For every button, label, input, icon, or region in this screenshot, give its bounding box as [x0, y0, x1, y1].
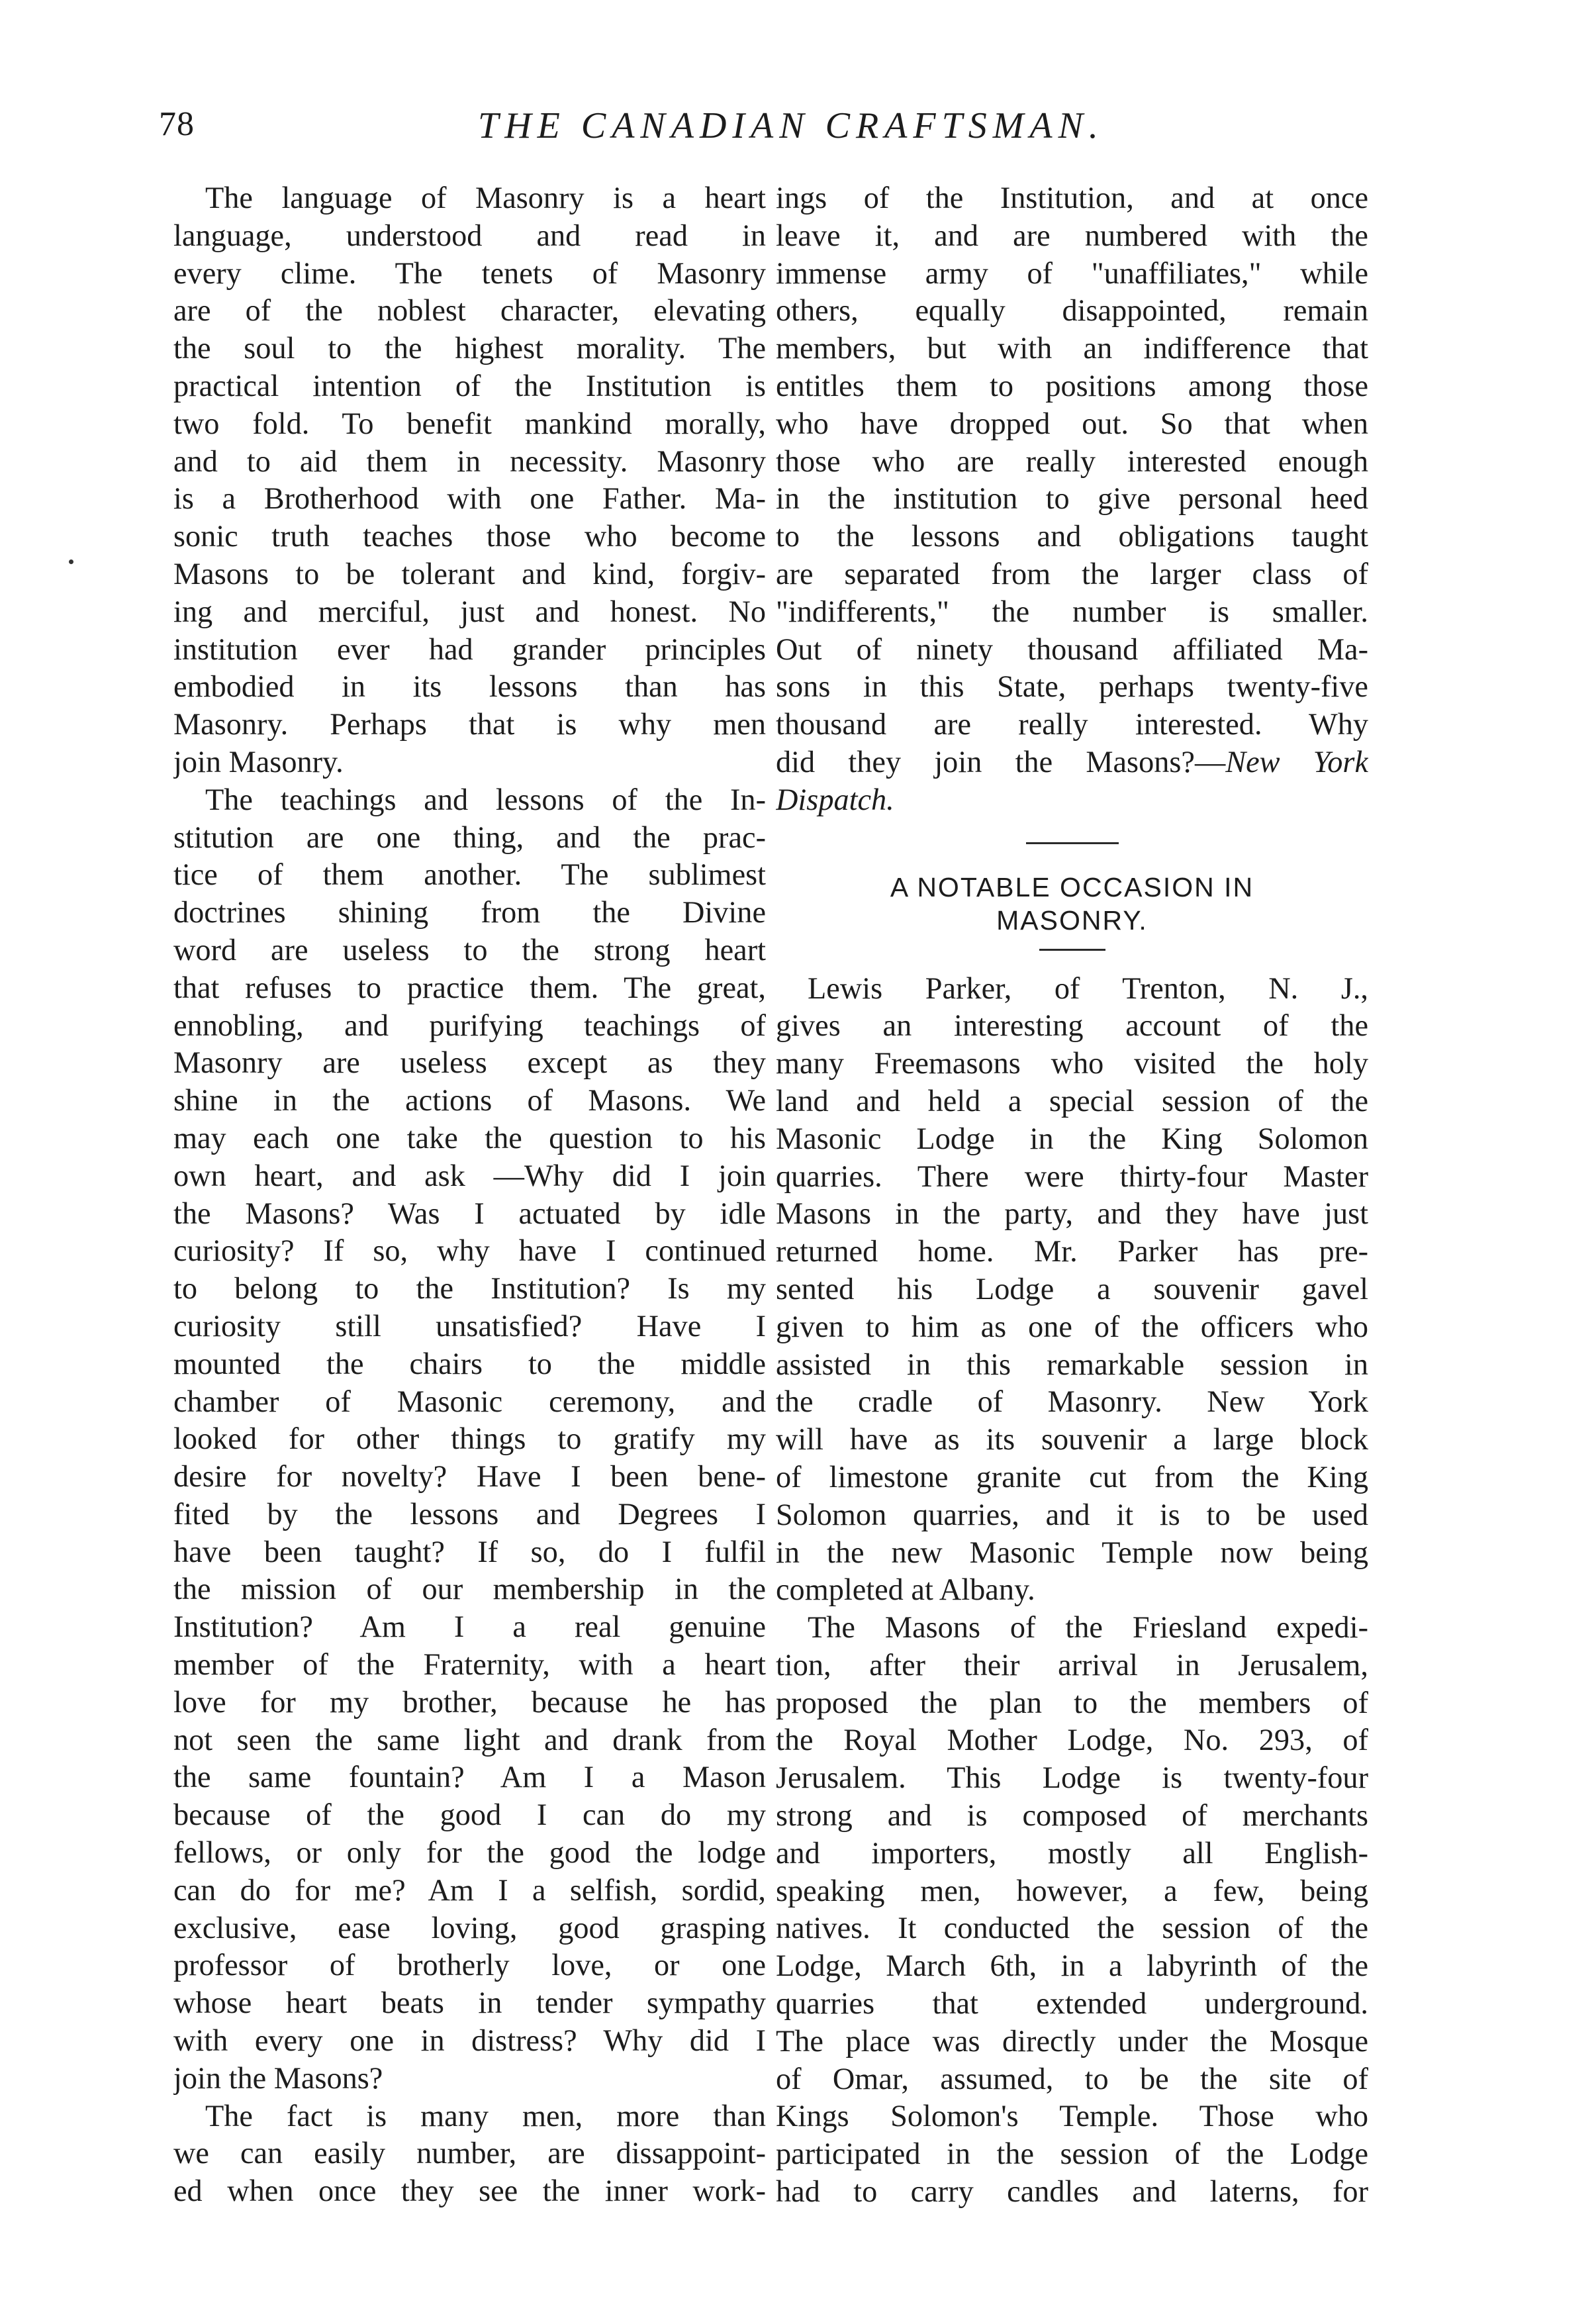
text-line: returned home. Mr. Parker has pre-	[776, 1235, 1368, 1269]
text-line: Lodge, March 6th, in a labyrinth of the	[776, 1949, 1368, 1984]
text-line: Masonry. Perhaps that is why men	[173, 708, 766, 742]
text-line: of limestone granite cut from the King	[776, 1460, 1368, 1494]
text-line: entitles them to positions among those	[776, 369, 1368, 403]
text-line: chamber of Masonic ceremony, and	[173, 1384, 766, 1419]
text-line: The language of Masonry is a heart	[205, 181, 766, 215]
text-line: join Masonry.	[173, 745, 344, 779]
right-column	[776, 180, 1368, 2211]
text-line: strong and is composed of merchants	[776, 1799, 1368, 1833]
running-title: THE CANADIAN CRAFTSMAN.	[478, 105, 1104, 146]
text-line: members, but with an indifference that	[776, 332, 1368, 366]
article-paragraph	[173, 2098, 766, 2211]
stray-ink-dot	[69, 559, 73, 564]
heading-underline	[1039, 949, 1105, 951]
text-line: are separated from the larger class of	[776, 557, 1368, 591]
text-line: sons in this State, perhaps twenty-five	[776, 670, 1368, 704]
section-heading-line-1: A NOTABLE OCCASION IN	[890, 871, 1254, 902]
text-line: is a Brotherhood with one Father. Ma-	[173, 482, 766, 516]
text-line: Masonic Lodge in the King Solomon	[776, 1122, 1368, 1156]
text-line: because of the good I can do my	[173, 1798, 766, 1833]
text-line: of Omar, assumed, to be the site of	[776, 2062, 1368, 2096]
text-line: ings of the Institution, and at once	[776, 181, 1368, 215]
text-line: Masonry are useless except as they	[173, 1046, 766, 1081]
article-paragraph	[173, 180, 766, 782]
text-line: land and held a special session of the	[776, 1084, 1368, 1118]
text-line: The Masons of the Friesland expedi-	[808, 1611, 1368, 1645]
text-line: fited by the lessons and Degrees I	[173, 1497, 766, 1531]
text-line: exclusive, ease loving, good grasping	[173, 1911, 766, 1945]
source-citation	[776, 744, 1368, 820]
text-line: ing and merciful, just and honest. No	[173, 595, 766, 629]
text-line: practical intention of the Institution is	[173, 369, 766, 403]
text-line: ed when once they see the inner work-	[173, 2174, 766, 2209]
text-line: had to carry candles and laterns, for	[776, 2175, 1368, 2209]
text-line: the Royal Mother Lodge, No. 293, of	[776, 1723, 1368, 1758]
text-line: not seen the same light and drank from	[173, 1723, 766, 1757]
text-line: we can easily number, are dissappoint-	[173, 2137, 766, 2171]
text-line: "indifferents," the number is smaller.	[776, 595, 1368, 629]
article-paragraph	[776, 1610, 1368, 2211]
text-line: natives. It conducted the session of the	[776, 1912, 1368, 1946]
citation-line	[776, 744, 1368, 782]
text-line: the Masons? Was I actuated by idle	[173, 1196, 766, 1231]
text-line: who have dropped out. So that when	[776, 407, 1368, 441]
text-line: word are useless to the strong heart	[173, 933, 766, 967]
text-line: participated in the session of the Lodge	[776, 2137, 1368, 2172]
article-paragraph	[173, 782, 766, 2098]
text-line: two fold. To benefit mankind morally,	[173, 407, 766, 441]
page-number: 78	[159, 105, 195, 143]
text-line: can do for me? Am I a selfish, sordid,	[173, 1873, 766, 1908]
left-column	[173, 180, 766, 2211]
text-line: in the new Masonic Temple now being	[776, 1535, 1368, 1570]
page-header	[159, 105, 1423, 164]
text-line: sented his Lodge a souvenir gavel	[776, 1272, 1368, 1306]
text-line: fellows, or only for the good the lodge	[173, 1836, 766, 1870]
text-line: every clime. The tenets of Masonry	[173, 256, 766, 291]
text-line: Masons in the party, and they have just	[776, 1197, 1368, 1232]
text-line: those who are really interested enough	[776, 444, 1368, 479]
text-line: are of the noblest character, elevating	[173, 294, 766, 328]
text-line: mounted the chairs to the middle	[173, 1347, 766, 1381]
text-line: member of the Fraternity, with a heart	[173, 1648, 766, 1682]
text-line: to the lessons and obligations taught	[776, 520, 1368, 554]
text-line: the same fountain? Am I a Mason	[173, 1761, 766, 1795]
text-line: embodied in its lessons than has	[173, 670, 766, 704]
text-line: desire for novelty? Have I been bene-	[173, 1460, 766, 1494]
text-line: ennobling, and purifying teachings of	[173, 1008, 766, 1043]
text-line: love for my brother, because he has	[173, 1685, 766, 1719]
text-line: Out of ninety thousand affiliated Ma-	[776, 632, 1368, 667]
text-line: immense army of "unaffiliates," while	[776, 256, 1368, 291]
text-line: and importers, mostly all English-	[776, 1836, 1368, 1870]
text-line: The fact is many men, more than	[205, 2099, 766, 2133]
text-line: own heart, and ask —Why did I join	[173, 1159, 766, 1193]
text-line: that refuses to practice them. The great,	[173, 971, 766, 1005]
text-line: curiosity? If so, why have I continued	[173, 1234, 766, 1269]
article-paragraph	[776, 971, 1368, 1610]
text-line: leave it, and are numbered with the	[776, 218, 1368, 253]
text-line: Institution? Am I a real genuine	[173, 1610, 766, 1645]
citation-source-part-1: New York	[1225, 745, 1368, 779]
text-line: language, understood and read in	[173, 218, 766, 253]
text-line: many Freemasons who visited the holy	[776, 1047, 1368, 1081]
text-line: professor of brotherly love, or one	[173, 1949, 766, 1983]
citation-source-part-2: Dispatch.	[776, 783, 894, 817]
section-heading	[776, 871, 1368, 937]
section-heading-line-2: MASONRY.	[996, 904, 1148, 936]
text-line: stitution are one thing, and the prac-	[173, 820, 766, 855]
text-line: quarries that extended underground.	[776, 1987, 1368, 2021]
text-line: in the institution to give personal heed	[776, 482, 1368, 516]
text-line: the soul to the highest morality. The	[173, 332, 766, 366]
text-line: tice of them another. The sublimest	[173, 858, 766, 893]
article-paragraph-continued	[776, 180, 1368, 744]
text-line: have been taught? If so, do I fulfil	[173, 1535, 766, 1569]
text-line: shine in the actions of Masons. We	[173, 1084, 766, 1118]
text-line: to belong to the Institution? Is my	[173, 1272, 766, 1306]
section-divider	[1026, 842, 1119, 844]
text-line: Masons to be tolerant and kind, forgiv-	[173, 557, 766, 591]
text-line: gives an interesting account of the	[776, 1009, 1368, 1043]
text-line: curiosity still unsatisfied? Have I	[173, 1309, 766, 1343]
text-line: speaking men, however, a few, being	[776, 1874, 1368, 1908]
text-line: others, equally disappointed, remain	[776, 294, 1368, 328]
text-line: doctrines shining from the Divine	[173, 896, 766, 930]
text-line: may each one take the question to his	[173, 1121, 766, 1155]
text-line: institution ever had grander principles	[173, 632, 766, 667]
text-line: Jerusalem. This Lodge is twenty-four	[776, 1761, 1368, 1796]
text-line: given to him as one of the officers who	[776, 1310, 1368, 1344]
text-line: thousand are really interested. Why	[776, 708, 1368, 742]
text-line: sonic truth teaches those who become	[173, 520, 766, 554]
text-line: tion, after their arrival in Jerusalem,	[776, 1648, 1368, 1682]
text-line: join the Masons?	[173, 2061, 383, 2096]
text-line: with every one in distress? Why did I	[173, 2024, 766, 2058]
text-line: Kings Solomon's Temple. Those who	[776, 2100, 1368, 2134]
text-line: The place was directly under the Mosque	[776, 2024, 1368, 2058]
text-line: quarries. There were thirty-four Master	[776, 1159, 1368, 1194]
text-line: and to aid them in necessity. Masonry	[173, 444, 766, 479]
text-line: the mission of our membership in the	[173, 1573, 766, 1607]
text-line: Solomon quarries, and it is to be used	[776, 1498, 1368, 1532]
text-line: assisted in this remarkable session in	[776, 1347, 1368, 1382]
text-line: the cradle of Masonry. New York	[776, 1385, 1368, 1420]
text-line: completed at Albany.	[776, 1573, 1035, 1608]
text-line: whose heart beats in tender sympathy	[173, 1986, 766, 2021]
text-line: Lewis Parker, of Trenton, N. J.,	[808, 971, 1368, 1006]
text-line: proposed the plan to the members of	[776, 1686, 1368, 1720]
text-line: looked for other things to gratify my	[173, 1422, 766, 1457]
text-line: The teachings and lessons of the In-	[205, 783, 766, 817]
citation-lead: did they join the Masons?—	[776, 745, 1226, 779]
text-line: will have as its souvenir a large block	[776, 1423, 1368, 1457]
